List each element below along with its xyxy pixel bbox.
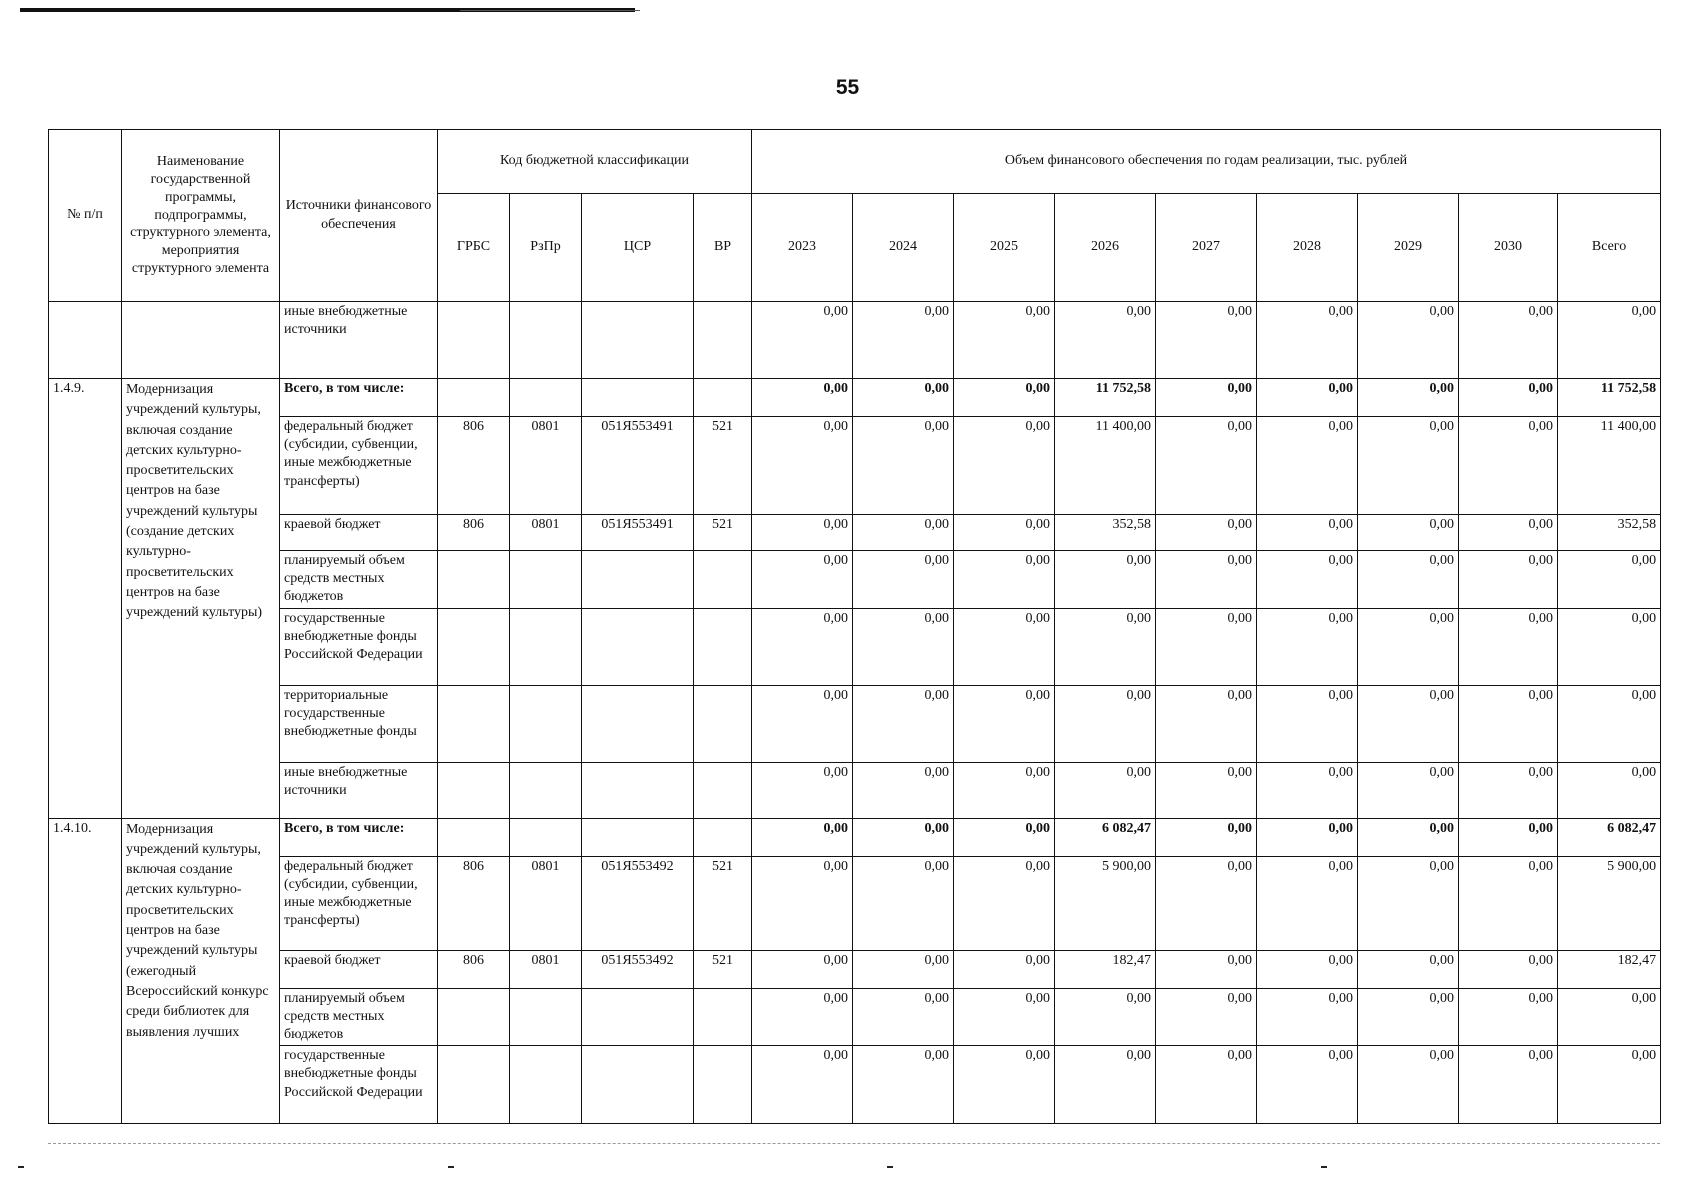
total-cell: 352,58	[1558, 515, 1661, 551]
value-cell: 0,00	[1257, 818, 1358, 856]
vr-cell	[694, 379, 752, 417]
vr-cell	[694, 608, 752, 685]
csr-cell	[582, 302, 694, 379]
table-row	[49, 515, 1661, 551]
rzpr-cell	[510, 1046, 582, 1124]
header-grbs: ГРБС	[438, 194, 510, 302]
value-cell: 0,00	[1055, 762, 1156, 818]
value-cell: 11 400,00	[1055, 417, 1156, 515]
source-cell: государственные внебюджетные фонды Российской Федерации	[280, 608, 438, 685]
value-cell: 182,47	[1055, 950, 1156, 988]
value-cell: 0,00	[1156, 379, 1257, 417]
rzpr-cell	[510, 302, 582, 379]
value-cell: 0,00	[1156, 551, 1257, 609]
value-cell: 0,00	[1459, 950, 1558, 988]
value-cell: 0,00	[1055, 988, 1156, 1046]
value-cell: 0,00	[1055, 1046, 1156, 1124]
rzpr-cell: 0801	[510, 950, 582, 988]
value-cell: 0,00	[1156, 950, 1257, 988]
value-cell: 0,00	[1358, 685, 1459, 762]
vr-cell: 521	[694, 856, 752, 950]
total-cell: 0,00	[1558, 551, 1661, 609]
grbs-cell	[438, 685, 510, 762]
vr-cell	[694, 988, 752, 1046]
value-cell: 0,00	[1358, 302, 1459, 379]
value-cell: 0,00	[1156, 515, 1257, 551]
rowno-cell: 1.4.9.	[49, 379, 122, 819]
table-row	[49, 988, 1661, 1046]
total-cell: 0,00	[1558, 762, 1661, 818]
value-cell: 0,00	[853, 988, 954, 1046]
value-cell: 11 752,58	[1055, 379, 1156, 417]
csr-cell	[582, 1046, 694, 1124]
csr-cell	[582, 608, 694, 685]
source-cell: территориальные государственные внебюджетные фонды	[280, 685, 438, 762]
value-cell: 0,00	[954, 1046, 1055, 1124]
vr-cell: 521	[694, 950, 752, 988]
csr-cell	[582, 379, 694, 417]
csr-cell	[582, 551, 694, 609]
value-cell: 0,00	[1257, 515, 1358, 551]
value-cell: 0,00	[853, 1046, 954, 1124]
source-cell: планируемый объем средств местных бюджетов	[280, 988, 438, 1046]
value-cell: 0,00	[954, 379, 1055, 417]
source-cell: иные внебюджетные источники	[280, 762, 438, 818]
source-cell: федеральный бюджет (субсидии, субвенции, иные межбюджетные трансферты)	[280, 856, 438, 950]
total-cell: 0,00	[1558, 1046, 1661, 1124]
value-cell: 0,00	[752, 988, 853, 1046]
value-cell: 0,00	[1257, 988, 1358, 1046]
value-cell: 0,00	[1055, 608, 1156, 685]
source-cell: Всего, в том числе:	[280, 818, 438, 856]
value-cell: 0,00	[1459, 818, 1558, 856]
value-cell: 0,00	[1358, 515, 1459, 551]
table-row	[49, 302, 1661, 379]
bottom-dashed-line	[48, 1143, 1660, 1144]
value-cell: 0,00	[1459, 685, 1558, 762]
value-cell: 0,00	[1358, 379, 1459, 417]
value-cell: 0,00	[954, 417, 1055, 515]
table-header	[49, 130, 1661, 302]
value-cell: 0,00	[853, 685, 954, 762]
value-cell: 0,00	[1156, 856, 1257, 950]
value-cell: 0,00	[1358, 988, 1459, 1046]
scan-tick-mark	[1321, 1166, 1327, 1168]
value-cell: 0,00	[853, 608, 954, 685]
table-row	[49, 818, 1661, 856]
csr-cell	[582, 685, 694, 762]
csr-cell: 051Я553491	[582, 417, 694, 515]
rzpr-cell: 0801	[510, 417, 582, 515]
value-cell: 0,00	[752, 379, 853, 417]
budget-table	[48, 129, 1661, 1124]
total-cell: 11 400,00	[1558, 417, 1661, 515]
header-total: Всего	[1558, 194, 1661, 302]
table-row	[49, 379, 1661, 417]
header-year-2024: 2024	[853, 194, 954, 302]
value-cell: 0,00	[1257, 1046, 1358, 1124]
scan-tick-mark	[448, 1166, 454, 1168]
value-cell: 0,00	[752, 950, 853, 988]
value-cell: 0,00	[752, 417, 853, 515]
value-cell: 0,00	[954, 818, 1055, 856]
value-cell: 0,00	[1358, 818, 1459, 856]
rzpr-cell	[510, 762, 582, 818]
value-cell: 0,00	[752, 551, 853, 609]
rowno-cell: 1.4.10.	[49, 818, 122, 1124]
value-cell: 0,00	[1156, 417, 1257, 515]
value-cell: 0,00	[954, 950, 1055, 988]
vr-cell	[694, 762, 752, 818]
value-cell: 0,00	[1156, 608, 1257, 685]
value-cell: 0,00	[1257, 551, 1358, 609]
grbs-cell	[438, 379, 510, 417]
table-row	[49, 1046, 1661, 1124]
rzpr-cell	[510, 685, 582, 762]
rzpr-cell	[510, 379, 582, 417]
header-year-2028: 2028	[1257, 194, 1358, 302]
grbs-cell	[438, 551, 510, 609]
total-cell: 0,00	[1558, 988, 1661, 1046]
vr-cell: 521	[694, 417, 752, 515]
header-year-2023: 2023	[752, 194, 853, 302]
csr-cell: 051Я553492	[582, 950, 694, 988]
value-cell: 0,00	[1459, 988, 1558, 1046]
scan-tick-mark	[18, 1166, 24, 1168]
header-budget-code: Код бюджетной классификации	[438, 130, 752, 194]
vr-cell: 521	[694, 515, 752, 551]
value-cell: 5 900,00	[1055, 856, 1156, 950]
value-cell: 0,00	[1156, 818, 1257, 856]
rzpr-cell	[510, 551, 582, 609]
value-cell: 0,00	[853, 856, 954, 950]
rzpr-cell	[510, 988, 582, 1046]
page-number: 55	[835, 76, 860, 99]
value-cell: 0,00	[1459, 515, 1558, 551]
grbs-cell	[438, 818, 510, 856]
value-cell: 0,00	[1358, 551, 1459, 609]
table-row	[49, 762, 1661, 818]
vr-cell	[694, 551, 752, 609]
grbs-cell: 806	[438, 856, 510, 950]
total-cell: 0,00	[1558, 685, 1661, 762]
value-cell: 0,00	[1257, 379, 1358, 417]
table-body	[49, 302, 1661, 1124]
vr-cell	[694, 818, 752, 856]
total-cell: 0,00	[1558, 302, 1661, 379]
value-cell: 0,00	[1156, 302, 1257, 379]
grbs-cell	[438, 608, 510, 685]
value-cell: 0,00	[752, 818, 853, 856]
value-cell: 0,00	[954, 515, 1055, 551]
value-cell: 0,00	[1358, 950, 1459, 988]
csr-cell: 051Я553491	[582, 515, 694, 551]
source-cell: Всего, в том числе:	[280, 379, 438, 417]
rzpr-cell	[510, 818, 582, 856]
value-cell: 0,00	[954, 762, 1055, 818]
top-border-rule-thin	[460, 10, 640, 11]
value-cell: 0,00	[1459, 608, 1558, 685]
value-cell: 0,00	[752, 685, 853, 762]
source-cell: государственные внебюджетные фонды Российской Федерации	[280, 1046, 438, 1124]
value-cell: 0,00	[1459, 302, 1558, 379]
value-cell: 0,00	[1257, 950, 1358, 988]
name-cell	[122, 302, 280, 379]
header-year-2027: 2027	[1156, 194, 1257, 302]
source-cell: федеральный бюджет (субсидии, субвенции, иные межбюджетные трансферты)	[280, 417, 438, 515]
value-cell: 0,00	[1459, 551, 1558, 609]
value-cell: 0,00	[752, 856, 853, 950]
value-cell: 0,00	[1257, 608, 1358, 685]
csr-cell: 051Я553492	[582, 856, 694, 950]
vr-cell	[694, 302, 752, 379]
grbs-cell: 806	[438, 515, 510, 551]
value-cell: 0,00	[1257, 762, 1358, 818]
value-cell: 0,00	[853, 515, 954, 551]
csr-cell	[582, 762, 694, 818]
value-cell: 0,00	[1156, 988, 1257, 1046]
table-row	[49, 417, 1661, 515]
rzpr-cell	[510, 608, 582, 685]
grbs-cell	[438, 988, 510, 1046]
total-cell: 0,00	[1558, 608, 1661, 685]
value-cell: 0,00	[752, 1046, 853, 1124]
csr-cell	[582, 988, 694, 1046]
vr-cell	[694, 685, 752, 762]
header-source: Источники финансового обеспечения	[280, 130, 438, 302]
name-cell: Модернизация учреждений культуры, включая создание детских культурно-просветительских центров на базе учреждений культуры (ежегодный Всероссийский конкурс среди библиотек для выявления лучших	[122, 818, 280, 1124]
table-row	[49, 950, 1661, 988]
rzpr-cell: 0801	[510, 515, 582, 551]
value-cell: 0,00	[1055, 685, 1156, 762]
scan-tick-mark	[887, 1166, 893, 1168]
value-cell: 352,58	[1055, 515, 1156, 551]
vr-cell	[694, 1046, 752, 1124]
value-cell: 0,00	[954, 551, 1055, 609]
csr-cell	[582, 818, 694, 856]
value-cell: 0,00	[954, 856, 1055, 950]
value-cell: 0,00	[1156, 1046, 1257, 1124]
total-cell: 182,47	[1558, 950, 1661, 988]
value-cell: 0,00	[1156, 762, 1257, 818]
value-cell: 0,00	[1358, 1046, 1459, 1124]
value-cell: 0,00	[853, 417, 954, 515]
value-cell: 0,00	[1459, 417, 1558, 515]
value-cell: 0,00	[1459, 379, 1558, 417]
grbs-cell	[438, 762, 510, 818]
value-cell: 0,00	[1358, 417, 1459, 515]
value-cell: 0,00	[1459, 856, 1558, 950]
value-cell: 0,00	[1257, 685, 1358, 762]
grbs-cell: 806	[438, 417, 510, 515]
total-cell: 6 082,47	[1558, 818, 1661, 856]
value-cell: 0,00	[1257, 302, 1358, 379]
grbs-cell	[438, 302, 510, 379]
header-volume: Объем финансового обеспечения по годам реализации, тыс. рублей	[752, 130, 1661, 194]
value-cell: 0,00	[853, 762, 954, 818]
value-cell: 0,00	[1257, 856, 1358, 950]
source-cell: краевой бюджет	[280, 950, 438, 988]
value-cell: 0,00	[1358, 608, 1459, 685]
value-cell: 6 082,47	[1055, 818, 1156, 856]
header-year-2029: 2029	[1358, 194, 1459, 302]
header-year-2025: 2025	[954, 194, 1055, 302]
value-cell: 0,00	[1459, 762, 1558, 818]
value-cell: 0,00	[1156, 685, 1257, 762]
source-cell: краевой бюджет	[280, 515, 438, 551]
header-csr: ЦСР	[582, 194, 694, 302]
value-cell: 0,00	[1459, 1046, 1558, 1124]
header-year-2030: 2030	[1459, 194, 1558, 302]
value-cell: 0,00	[1055, 551, 1156, 609]
source-cell: иные внебюджетные источники	[280, 302, 438, 379]
header-rowno: № п/п	[49, 130, 122, 302]
total-cell: 5 900,00	[1558, 856, 1661, 950]
rowno-cell	[49, 302, 122, 379]
value-cell: 0,00	[853, 950, 954, 988]
table-row	[49, 685, 1661, 762]
value-cell: 0,00	[954, 302, 1055, 379]
table-row	[49, 856, 1661, 950]
header-vr: ВР	[694, 194, 752, 302]
name-cell: Модернизация учреждений культуры, включая создание детских культурно-просветительских центров на базе учреждений культуры (создание детских культурно-просветительских центров на базе учреждений культуры)	[122, 379, 280, 819]
value-cell: 0,00	[853, 379, 954, 417]
value-cell: 0,00	[752, 762, 853, 818]
table-row	[49, 608, 1661, 685]
source-cell: планируемый объем средств местных бюджетов	[280, 551, 438, 609]
value-cell: 0,00	[752, 515, 853, 551]
value-cell: 0,00	[954, 988, 1055, 1046]
rzpr-cell: 0801	[510, 856, 582, 950]
value-cell: 0,00	[1055, 302, 1156, 379]
value-cell: 0,00	[853, 818, 954, 856]
value-cell: 0,00	[954, 608, 1055, 685]
value-cell: 0,00	[853, 551, 954, 609]
value-cell: 0,00	[1358, 856, 1459, 950]
grbs-cell: 806	[438, 950, 510, 988]
value-cell: 0,00	[1257, 417, 1358, 515]
header-name: Наименование государственной программы, подпрограммы, структурного элемента, мероприятия структурного элемента	[122, 130, 280, 302]
grbs-cell	[438, 1046, 510, 1124]
total-cell: 11 752,58	[1558, 379, 1661, 417]
value-cell: 0,00	[1358, 762, 1459, 818]
value-cell: 0,00	[752, 302, 853, 379]
value-cell: 0,00	[853, 302, 954, 379]
value-cell: 0,00	[752, 608, 853, 685]
header-year-2026: 2026	[1055, 194, 1156, 302]
table-row	[49, 551, 1661, 609]
header-rzpr: РзПр	[510, 194, 582, 302]
value-cell: 0,00	[954, 685, 1055, 762]
